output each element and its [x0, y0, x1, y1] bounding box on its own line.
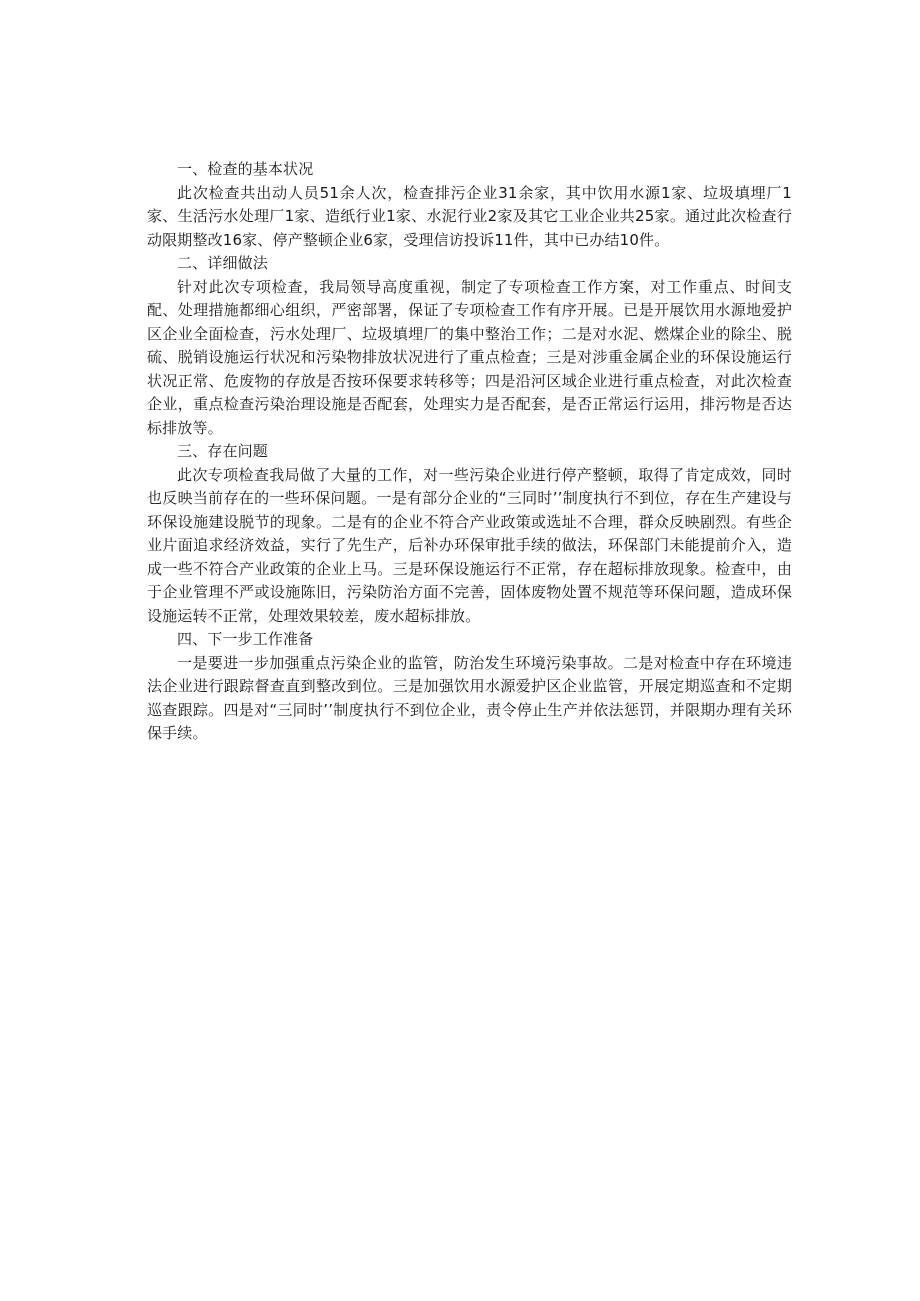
section-heading-existing-problems: 三、存在问题	[177, 442, 268, 460]
section-heading-basic-status: 一、检查的基本状况	[177, 160, 314, 178]
document-body	[147, 158, 792, 746]
section-heading-detailed-methods: 二、详细做法	[177, 254, 268, 272]
section-paragraph-basic-status: 此次检查共出动人员51余人次，检查排污企业31余家，其中饮用水源1家、垃圾填埋厂1家、生活污水处理厂1家、造纸行业1家、水泥行业2家及其它工业企业共25家。通过此次检查行动限期整改16家、停产整顿企业6家，受理信访投诉11件，其中已办结10件。	[147, 183, 792, 249]
section-paragraph-next-steps: 一是要进一步加强重点污染企业的监管，防治发生环境污染事故。二是对检查中存在环境违法企业进行跟踪督查直到整改到位。三是加强饮用水源爱护区企业监管，开展定期巡查和不定期巡查跟踪。四是对“三同时’’制度执行不到位企业，责令停止生产并依法惩罚，并限期办理有关环保手续。	[147, 653, 792, 742]
section-heading-next-steps: 四、下一步工作准备	[177, 630, 314, 648]
section-paragraph-detailed-methods: 针对此次专项检查，我局领导高度重视，制定了专项检查工作方案，对工作重点、时间支配、处理措施都细心组织，严密部署，保证了专项检查工作有序开展。已是开展饮用水源地爱护区企业全面检查，污水处理厂、垃圾填埋厂的集中整治工作；二是对水泥、燃煤企业的除尘、脱硫、脱销设施运行状况和污染物排放状况进行了重点检查；三是对涉重金属企业的环保设施运行状况正常、危废物的存放是否按环保要求转移等；四是沿河区域企业进行重点检查，对此次检查企业，重点检查污染治理设施是否配套，处理实力是否配套，是否正常运行运用，排污物是否达标排放等。	[147, 277, 792, 437]
section-paragraph-existing-problems: 此次专项检查我局做了大量的工作，对一些污染企业进行停产整顿，取得了肯定成效，同时也反映当前存在的一些环保问题。一是有部分企业的“三同时’’制度执行不到位，存在生产建设与环保设施建设脱节的现象。二是有的企业不符合产业政策或选址不合理，群众反映剧烈。有些企业片面追求经济效益，实行了先生产，后补办环保审批手续的做法，环保部门未能提前介入，造成一些不符合产业政策的企业上马。三是环保设施运行不正常，存在超标排放现象。检查中，由于企业管理不严或设施陈旧，污染防治方面不完善，固体废物处置不规范等环保问题，造成环保设施运转不正常，处理效果较差，废水超标排放。	[147, 465, 792, 625]
